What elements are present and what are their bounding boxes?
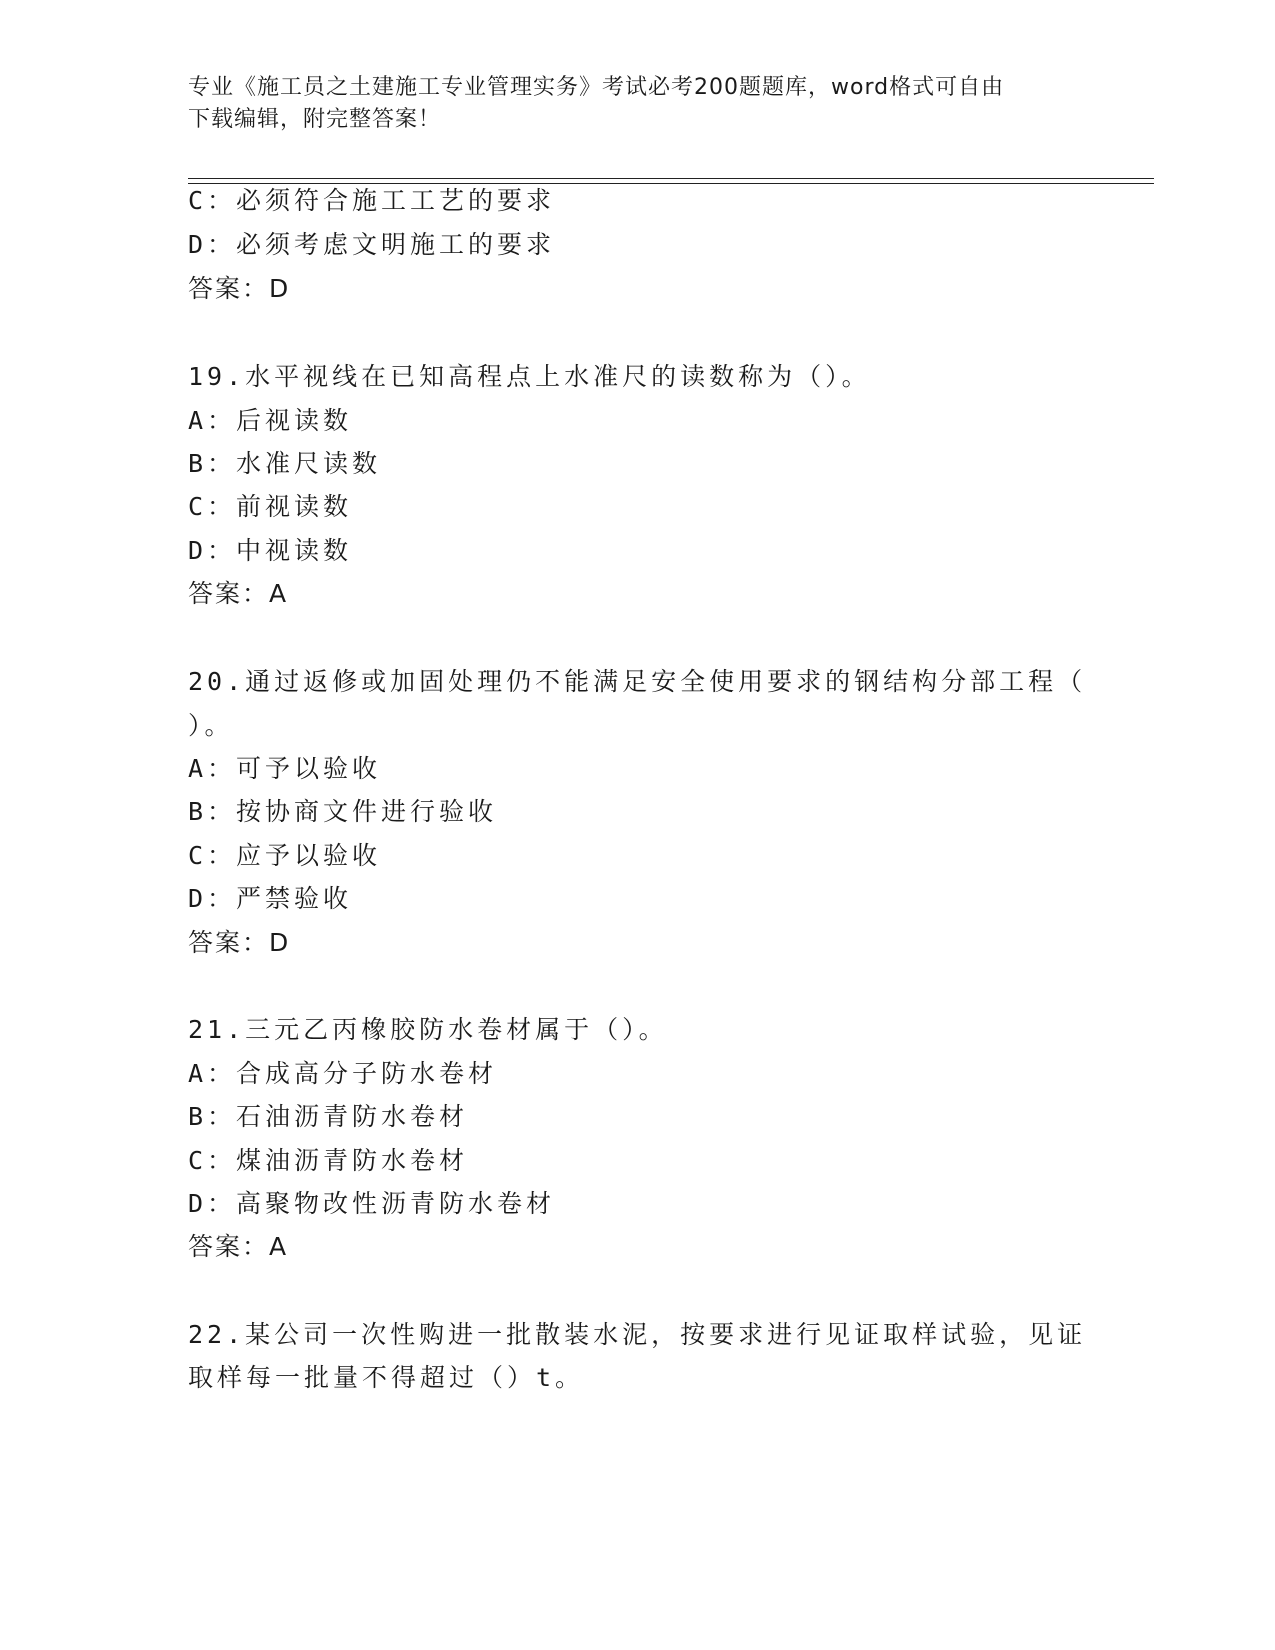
question-19-option-a: A：后视读数	[188, 406, 353, 435]
question-19-option-b: B：水准尺读数	[188, 449, 382, 478]
header-line-2: 下载编辑，附完整答案！	[188, 107, 442, 132]
question-19-answer: 答案：A	[188, 579, 289, 608]
question-21-option-c: C：煤油沥青防水卷材	[188, 1146, 469, 1175]
question-21-option-b: B：石油沥青防水卷材	[188, 1102, 469, 1131]
header-divider-top	[188, 178, 1154, 179]
option-c: C：必须符合施工工艺的要求	[188, 186, 556, 215]
question-21-option-a: A：合成高分子防水卷材	[188, 1059, 498, 1088]
answer-line: 答案：D	[188, 274, 291, 303]
question-20-answer: 答案：D	[188, 928, 291, 957]
question-20-option-b: B：按协商文件进行验收	[188, 797, 498, 826]
header-line-1: 专业《施工员之土建施工专业管理实务》考试必考200题题库，word格式可自由	[188, 75, 1005, 100]
question-20-stem-line-1: 20.通过返修或加固处理仍不能满足安全使用要求的钢结构分部工程（	[188, 667, 1087, 696]
question-20-option-c: C：应予以验收	[188, 841, 382, 870]
question-21-option-d: D：高聚物改性沥青防水卷材	[188, 1189, 556, 1218]
question-22-stem-line-1: 22.某公司一次性购进一批散装水泥，按要求进行见证取样试验，见证	[188, 1320, 1087, 1349]
header-divider-bottom	[188, 183, 1154, 184]
question-19-option-c: C：前视读数	[188, 492, 353, 521]
document-header	[188, 72, 1088, 136]
question-19-option-d: D：中视读数	[188, 536, 353, 565]
question-19-stem: 19.水平视线在已知高程点上水准尺的读数称为（）。	[188, 362, 871, 391]
question-20-stem-line-2: ）。	[188, 711, 234, 740]
question-22-stem-line-2: 取样每一批量不得超过（）t。	[188, 1363, 585, 1392]
question-21-answer: 答案：A	[188, 1232, 289, 1261]
question-20-option-d: D：严禁验收	[188, 884, 353, 913]
option-d: D：必须考虑文明施工的要求	[188, 230, 556, 259]
question-21-stem: 21.三元乙丙橡胶防水卷材属于（）。	[188, 1015, 668, 1044]
question-20-option-a: A：可予以验收	[188, 754, 382, 783]
